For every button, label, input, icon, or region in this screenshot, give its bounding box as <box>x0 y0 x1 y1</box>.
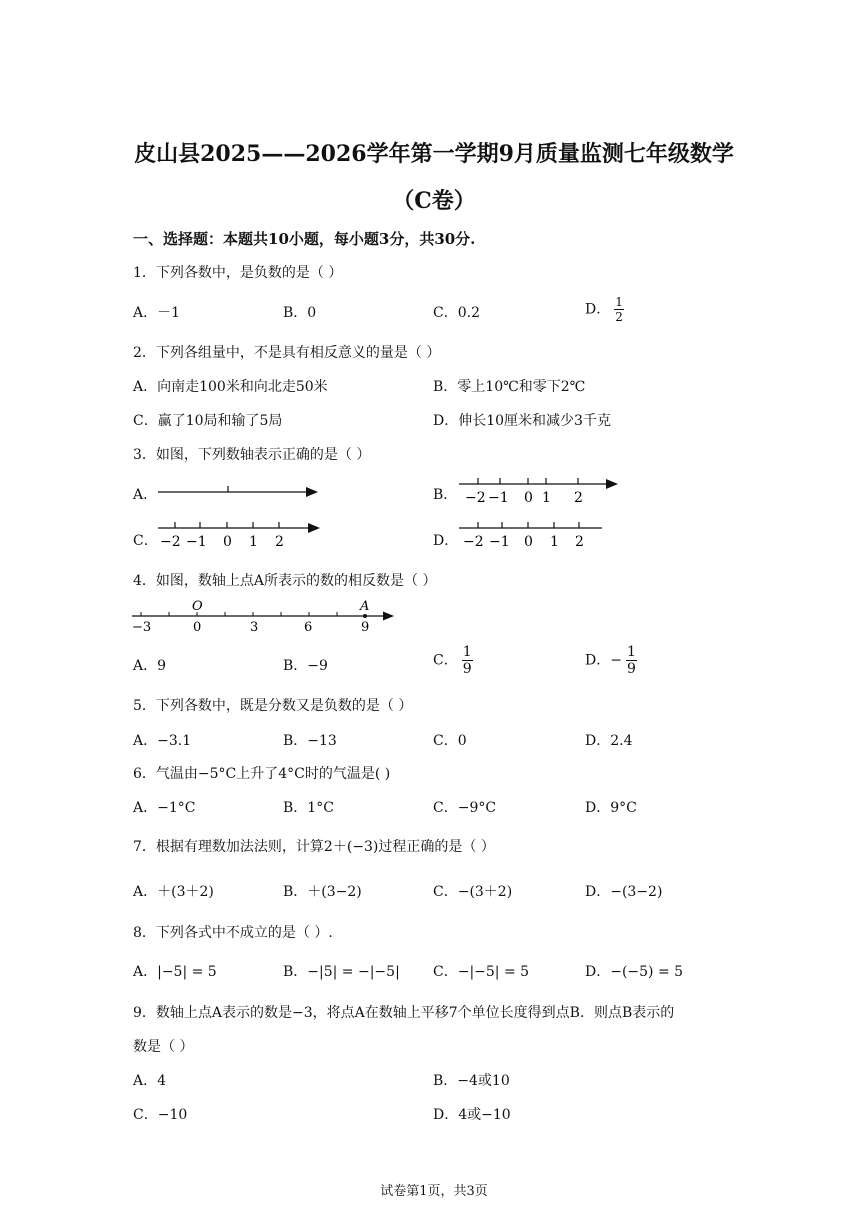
q8-option-c: C．−|−5| = 5 <box>433 964 530 980</box>
q5-option-d: D．2.4 <box>585 733 633 749</box>
q1-option-d <box>585 296 624 323</box>
tick-label: −2 <box>465 490 486 506</box>
q7-option-c: C．−(3＋2) <box>433 884 513 900</box>
q4-option-b: B．−9 <box>283 658 328 674</box>
q2-option-c: C．赢了10局和输了5局 <box>133 413 283 429</box>
question-6-stem: 6．气温由−5°C上升了4°C时的气温是( ) <box>133 766 391 782</box>
question-2-stem: 2．下列各组量中，不是具有相反意义的量是（ ） <box>133 345 441 361</box>
q6-option-d: D．9°C <box>585 800 637 816</box>
q5-option-a: A．−3.1 <box>133 733 192 749</box>
q5-option-c: C．0 <box>433 733 467 749</box>
q7-option-a: A．＋(3＋2) <box>133 884 214 900</box>
q3-option-c: C． <box>133 533 158 549</box>
q1-option-d-label: D． <box>585 301 611 318</box>
q2-option-b: B．零上10℃和零下2℃ <box>433 379 586 395</box>
q9-option-b: B．−4或10 <box>433 1073 510 1089</box>
point-a-label: A <box>360 599 370 614</box>
q3-a-number-line <box>150 480 330 504</box>
q8-option-d: D．−(−5) = 5 <box>585 964 684 980</box>
question-3-stem: 3．如图，下列数轴表示正确的是（ ） <box>133 447 371 463</box>
q1-option-b: B．0 <box>283 305 317 321</box>
point-o-label: O <box>192 599 203 614</box>
q4-option-c <box>433 645 473 676</box>
q4-number-line <box>128 598 400 636</box>
q7-option-b: B．＋(3−2) <box>283 884 362 900</box>
q3-option-b: B． <box>433 487 458 503</box>
tick-label: 1 <box>550 534 559 550</box>
page-footer: 试卷第1页，共3页 <box>380 1184 488 1199</box>
numerator: 1 <box>462 644 472 660</box>
tick-label: 2 <box>275 534 284 550</box>
page-subtitle: （C卷） <box>392 188 476 214</box>
denominator: 9 <box>462 661 472 677</box>
tick-label: 9 <box>361 620 370 635</box>
question-5-stem: 5．下列各数中，既是分数又是负数的是（ ） <box>133 698 413 714</box>
q4-option-d-label: D．− <box>585 652 622 669</box>
tick-label: 2 <box>574 490 583 506</box>
tick-label: 0 <box>193 620 202 635</box>
q5-option-b: B．−13 <box>283 733 337 749</box>
tick-label: 2 <box>575 534 584 550</box>
question-1-stem: 1．下列各数中，是负数的是（ ） <box>133 265 343 281</box>
q3-b-number-line <box>455 475 625 507</box>
section-heading: 一、选择题：本题共10小题，每小题3分，共30分. <box>133 230 476 248</box>
q4-option-d <box>585 645 637 676</box>
denominator: 2 <box>615 310 623 324</box>
q4-option-a: A．9 <box>133 658 167 674</box>
tick-label: 6 <box>304 620 313 635</box>
q3-option-d: D． <box>433 533 459 549</box>
point-a <box>363 614 367 618</box>
numerator: 1 <box>615 295 623 309</box>
q8-option-b: B．−|5| = −|−5| <box>283 964 400 980</box>
tick-label: 0 <box>223 534 232 550</box>
q9-option-d: D．4或−10 <box>433 1107 511 1123</box>
tick-label: 3 <box>250 620 259 635</box>
q3-option-a: A． <box>133 487 158 503</box>
question-4-stem: 4．如图，数轴上点A所表示的数的相反数是（ ） <box>133 573 437 589</box>
tick-label: 1 <box>542 490 551 506</box>
tick-label: −2 <box>463 534 484 550</box>
tick-label: −1 <box>489 534 510 550</box>
q3-c-number-line <box>150 518 330 552</box>
tick-label: 0 <box>524 490 533 506</box>
q9-option-c: C．−10 <box>133 1107 188 1123</box>
page-title: 皮山县2025——2026学年第一学期9月质量监测七年级数学 <box>134 141 734 167</box>
tick-label: −1 <box>186 534 207 550</box>
q9-option-a: A．4 <box>133 1073 167 1089</box>
q6-option-c: C．−9°C <box>433 800 497 816</box>
question-7-stem: 7．根据有理数加法法则，计算2＋(−3)过程正确的是（ ） <box>133 839 495 855</box>
q6-option-b: B．1°C <box>283 800 334 816</box>
tick-label: −3 <box>132 620 152 635</box>
fraction <box>462 645 473 676</box>
denominator: 9 <box>626 661 636 677</box>
fraction <box>614 296 624 323</box>
question-8-stem: 8．下列各式中不成立的是（ ）. <box>133 925 333 941</box>
q2-option-d: D．伸长10厘米和减少3千克 <box>433 413 611 429</box>
question-9-stem-line1: 9．数轴上点A表示的数是−3，将点A在数轴上平移7个单位长度得到点B．则点B表示的 <box>133 1005 675 1021</box>
tick-label: 0 <box>524 534 533 550</box>
q3-d-number-line <box>455 518 615 552</box>
numerator: 1 <box>626 644 636 660</box>
q7-option-d: D．−(3−2) <box>585 884 663 900</box>
q2-option-a: A．向南走100米和向北走50米 <box>133 379 328 395</box>
question-9-stem-line2: 数是（ ） <box>133 1039 194 1055</box>
q6-option-a: A．−1°C <box>133 800 196 816</box>
tick-label: −1 <box>488 490 509 506</box>
q8-option-a: A．|−5| = 5 <box>133 964 217 980</box>
q1-option-c: C．0.2 <box>433 305 480 321</box>
q1-option-a: A．－1 <box>133 305 181 321</box>
tick-label: −2 <box>160 534 181 550</box>
fraction <box>626 645 637 676</box>
tick-label: 1 <box>249 534 258 550</box>
q4-option-c-label: C． <box>433 652 458 669</box>
